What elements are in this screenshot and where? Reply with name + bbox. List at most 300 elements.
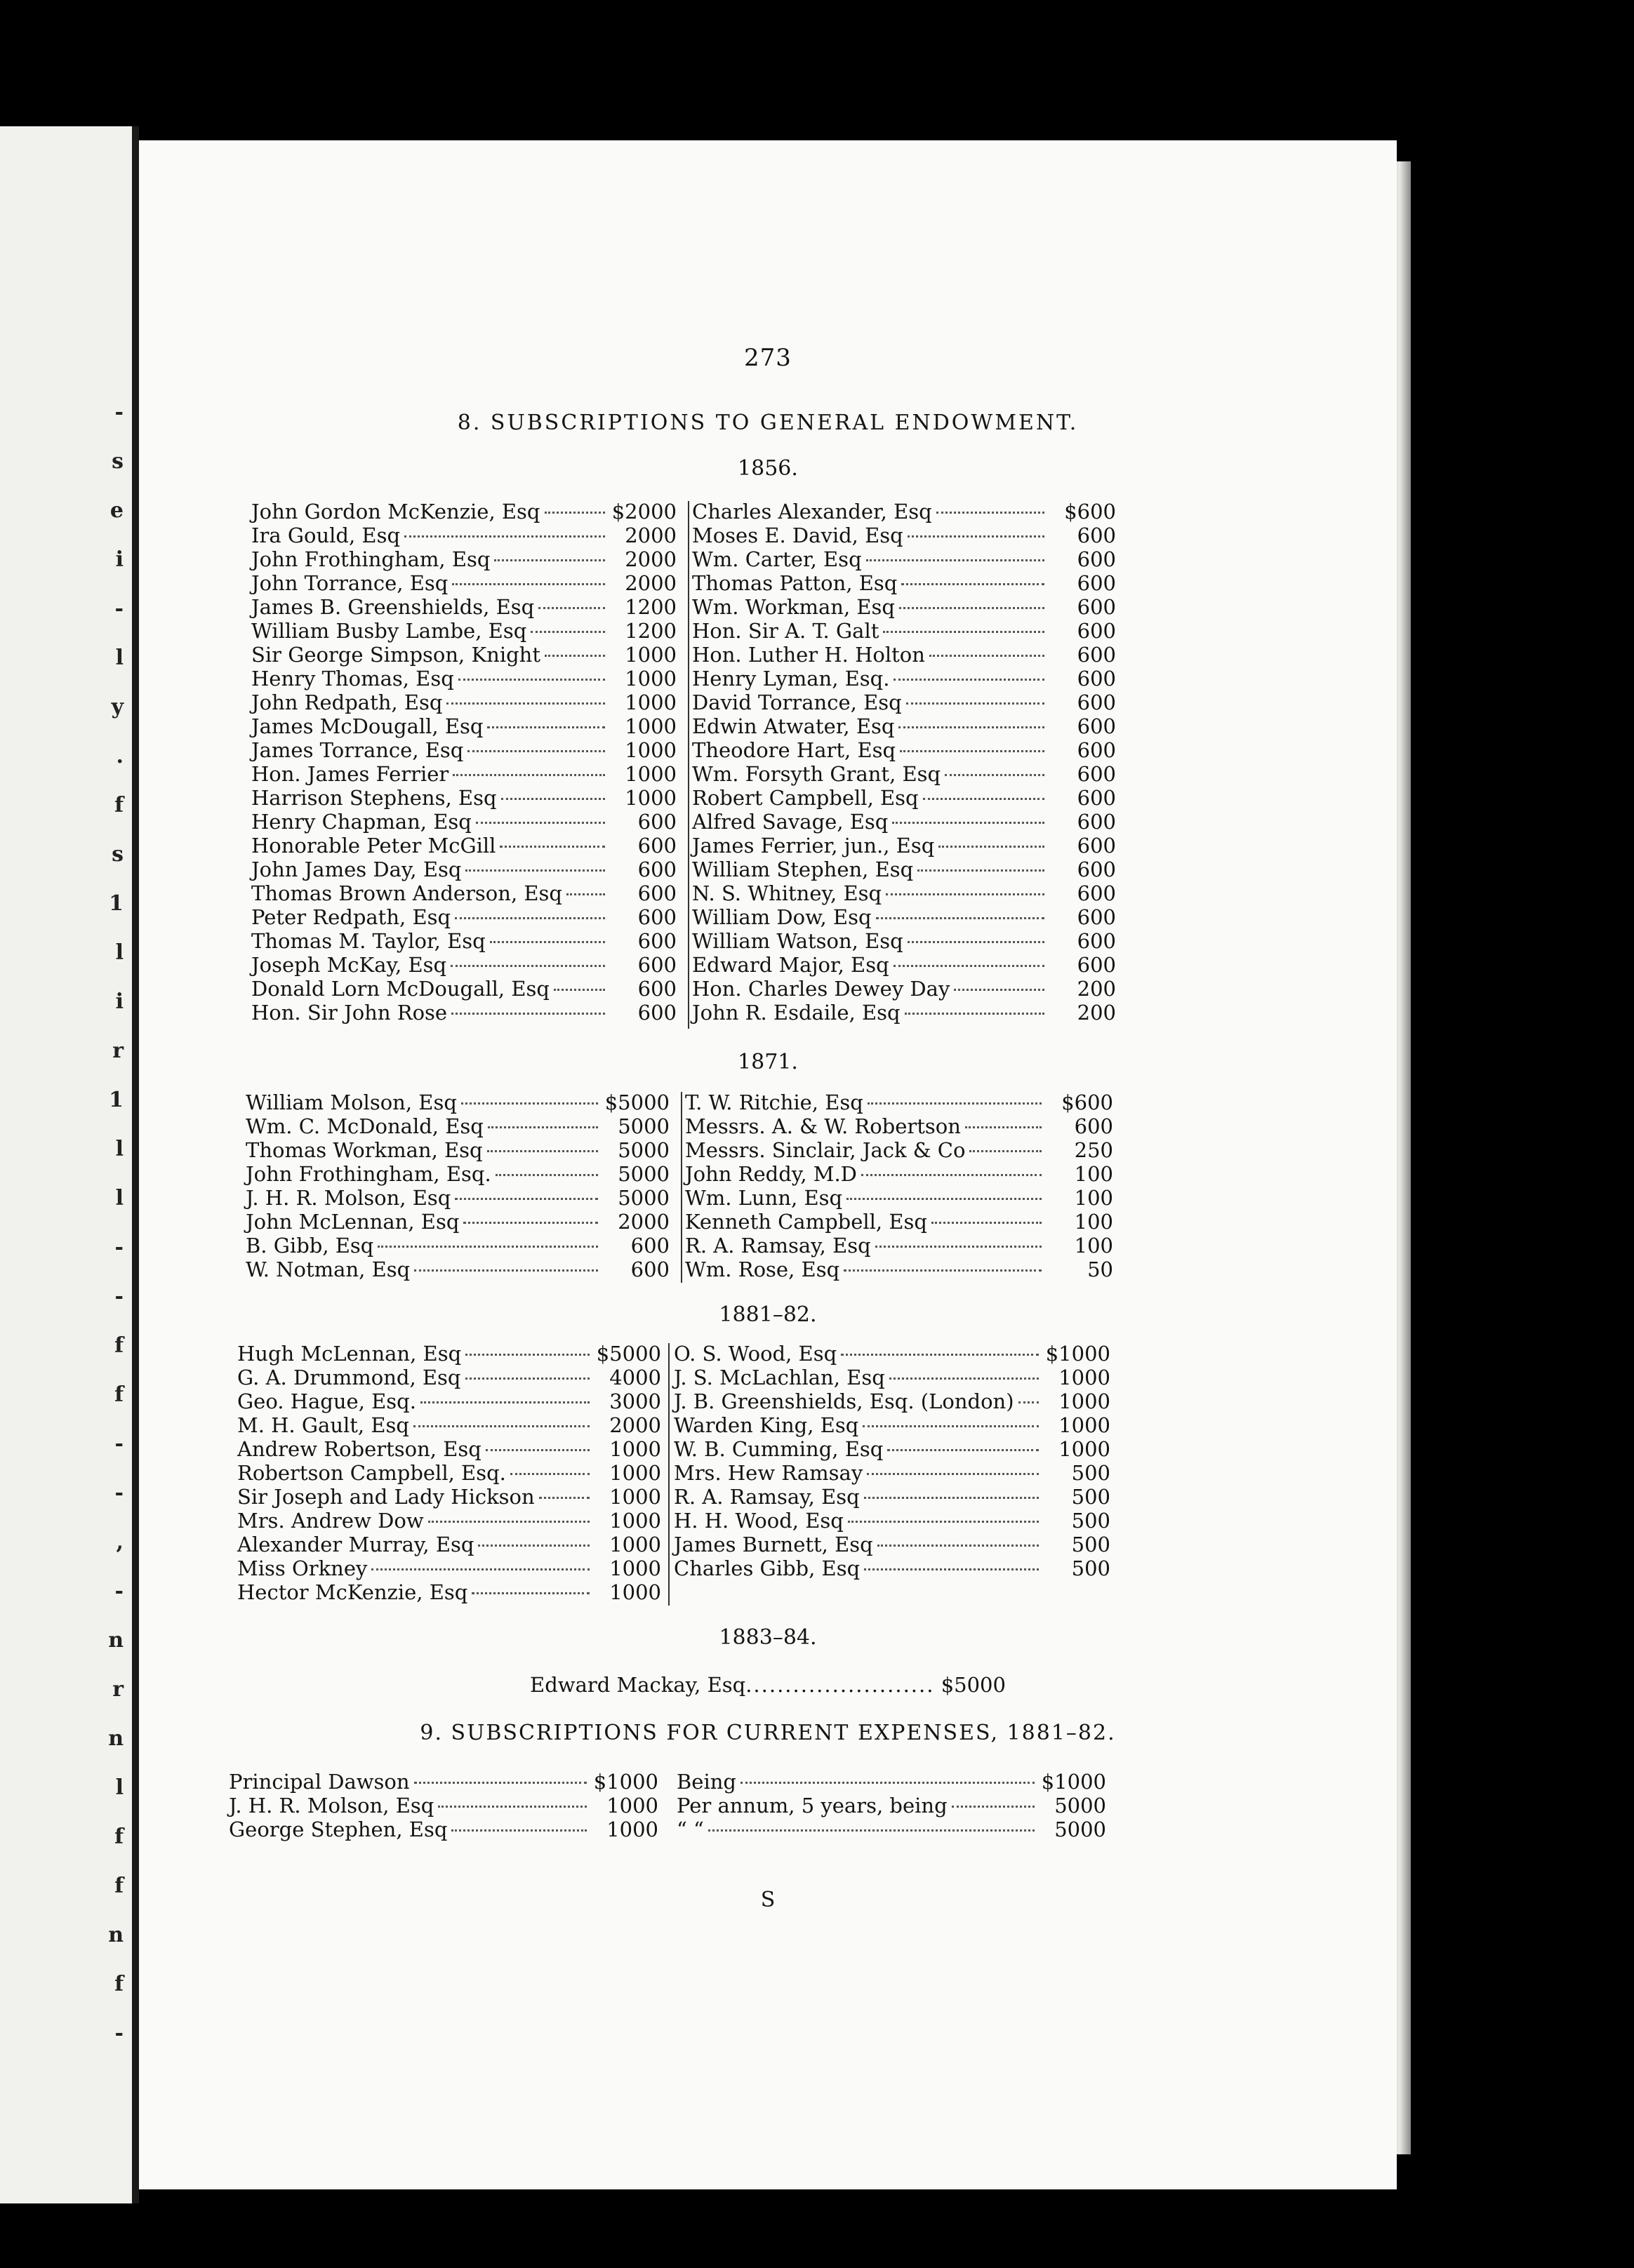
subscription-amount: $1000: [593, 1770, 658, 1794]
subscriber-name: Henry Chapman, Esq: [251, 810, 472, 834]
subscriber-name: William Busby Lambe, Esq: [251, 619, 527, 643]
subscription-amount: 600: [1077, 714, 1116, 738]
subscription-amount: 100: [1074, 1234, 1113, 1258]
dot-leader: [886, 893, 1044, 895]
dot-leader: [846, 1198, 1042, 1200]
subscription-amount: 600: [1074, 1114, 1113, 1138]
subscription-amount: 1000: [606, 1794, 658, 1817]
subscription-row: [692, 523, 1116, 547]
subscriber-name: Mrs. Hew Ramsay: [674, 1461, 863, 1485]
subscription-row: [246, 1186, 670, 1210]
subscriber-name: Hon. James Ferrier: [251, 762, 449, 786]
subscription-amount: 1200: [625, 595, 677, 619]
subscription-row: [692, 953, 1116, 977]
dot-leader: [476, 822, 605, 824]
subscription-row: [251, 834, 677, 858]
dot-leader: [510, 1473, 590, 1475]
subscription-amount: 1000: [625, 691, 677, 714]
facing-page-fragment: l: [115, 646, 124, 670]
subscription-amount: 5000: [618, 1138, 670, 1162]
subscription-amount: 600: [1077, 691, 1116, 714]
dot-leader: [923, 798, 1044, 800]
subscription-row: [692, 714, 1116, 738]
subscription-amount: 1000: [609, 1533, 661, 1556]
signature-mark: S: [760, 1888, 776, 1912]
subscription-amount: 1000: [609, 1437, 661, 1461]
subscriber-name: Messrs. A. & W. Robertson: [685, 1114, 961, 1138]
dot-leader: [486, 1449, 590, 1451]
subscriber-name: Wm. Workman, Esq: [692, 595, 895, 619]
subscription-amount: 1000: [625, 667, 677, 691]
subscription-amount: 600: [637, 929, 677, 953]
list-1871-right: [685, 1090, 1113, 1281]
subscription-amount: 600: [637, 834, 677, 858]
facing-page-fragment: f: [114, 793, 124, 818]
subscription-amount: 1200: [625, 619, 677, 643]
subscription-row: [251, 786, 677, 810]
facing-page-fragment: 1: [109, 891, 124, 916]
subscription-row: [692, 738, 1116, 762]
subscriber-name: Ira Gould, Esq: [251, 523, 401, 547]
dot-leader: [899, 607, 1044, 609]
dot-leader: [892, 822, 1044, 824]
subscriber-name: Kenneth Campbell, Esq: [685, 1210, 927, 1234]
dot-leader: [465, 869, 605, 872]
subscription-row: [229, 1794, 658, 1817]
facing-page-fragment: n: [108, 1923, 124, 1947]
subscriber-name: “ “: [677, 1817, 704, 1841]
subscription-amount: 1000: [625, 738, 677, 762]
subscription-row: [251, 691, 677, 714]
subscription-row: [237, 1580, 661, 1604]
subscriber-name: Sir Joseph and Lady Hickson: [237, 1485, 535, 1509]
dot-leader: [894, 679, 1044, 681]
dot-leader: [936, 512, 1044, 514]
subscriber-name: Andrew Robertson, Esq: [237, 1437, 481, 1461]
subscription-amount: 2000: [618, 1210, 670, 1234]
subscription-row: [246, 1162, 670, 1186]
list-1881-82-left: [237, 1342, 661, 1604]
subscription-row: [237, 1461, 661, 1485]
dot-leader: [461, 1102, 598, 1105]
list-1856-right: [692, 500, 1116, 1025]
subscription-amount: 600: [1077, 571, 1116, 595]
subscriber-name: William Dow, Esq: [692, 905, 872, 929]
subscription-row: [237, 1342, 661, 1366]
subscription-row: [251, 953, 677, 977]
subscriber-name: John McLennan, Esq: [246, 1210, 460, 1234]
subscription-row: [674, 1533, 1110, 1556]
dot-leader: [954, 989, 1044, 991]
subscription-amount: 1000: [625, 643, 677, 667]
subscription-row: [237, 1437, 661, 1461]
dot-leader: [463, 1222, 598, 1224]
dot-leader: [844, 1269, 1042, 1272]
dot-leader: [378, 1246, 598, 1248]
facing-page-fragment: e: [109, 498, 124, 523]
subscription-row: [229, 1770, 658, 1794]
subscription-amount: 500: [1071, 1556, 1110, 1580]
year-heading-1883-84: 1883–84.: [719, 1625, 817, 1650]
subscription-amount: 600: [1077, 905, 1116, 929]
subscription-amount: 1000: [609, 1556, 661, 1580]
dot-leader: [917, 869, 1044, 872]
dot-leader: [420, 1401, 590, 1403]
facing-page-fragment: s: [112, 449, 124, 474]
facing-page-fragment: -: [114, 596, 124, 621]
subscription-amount: 1000: [609, 1580, 661, 1604]
facing-page-fragment: r: [112, 1677, 124, 1702]
subscription-amount: 200: [1077, 1001, 1116, 1025]
subscription-amount: 5000: [618, 1186, 670, 1210]
subscriber-name: John R. Esdaile, Esq: [692, 1001, 901, 1025]
subscription-amount: 600: [1077, 834, 1116, 858]
subscriber-name: O. S. Wood, Esq: [674, 1342, 837, 1366]
page-number: 273: [744, 344, 792, 372]
dot-leader: [446, 702, 605, 705]
subscription-row: [251, 571, 677, 595]
dot-leader: [501, 798, 605, 800]
subscription-amount: 600: [1077, 953, 1116, 977]
subscription-row: [692, 905, 1116, 929]
dot-leader: [1018, 1401, 1039, 1403]
subscription-row: [251, 500, 677, 523]
year-heading-1871: 1871.: [738, 1050, 798, 1074]
subscriber-name: Charles Alexander, Esq: [692, 500, 932, 523]
subscription-row: [251, 881, 677, 905]
subscriber-name: Wm. Carter, Esq: [692, 547, 862, 571]
subscriber-name: Principal Dawson: [229, 1770, 410, 1794]
subscriber-name: David Torrance, Esq: [692, 691, 902, 714]
subscription-row: [237, 1485, 661, 1509]
dot-leader: [487, 1150, 598, 1152]
year-heading-1856: 1856.: [738, 456, 798, 481]
subscriber-name: James McDougall, Esq: [251, 714, 484, 738]
subscription-row: [685, 1234, 1113, 1258]
subscription-amount: $5000: [604, 1090, 670, 1114]
subscriber-name: George Stephen, Esq: [229, 1817, 448, 1841]
dot-leader: [458, 679, 605, 681]
subscriber-name: J. H. R. Molson, Esq: [246, 1186, 451, 1210]
dot-leader: [952, 1806, 1035, 1808]
subscription-amount: 600: [1077, 667, 1116, 691]
facing-page-fragment: f: [114, 1825, 124, 1849]
dot-leader: [428, 1521, 590, 1523]
subscriber-name: J. B. Greenshields, Esq. (London): [674, 1389, 1014, 1413]
subscriber-name: W. Notman, Esq: [246, 1258, 411, 1281]
facing-page-fragment: .: [116, 744, 124, 768]
subscription-amount: 600: [630, 1234, 670, 1258]
subscriber-name: B. Gibb, Esq: [246, 1234, 374, 1258]
subscriber-name: Per annum, 5 years, being: [677, 1794, 948, 1817]
subscription-amount: 600: [637, 881, 677, 905]
subscription-amount: $2000: [611, 500, 677, 523]
subscription-amount: 1000: [1058, 1389, 1110, 1413]
subscription-amount: 600: [637, 953, 677, 977]
subscriber-name: Edwin Atwater, Esq: [692, 714, 895, 738]
subscriber-name: J. S. McLachlan, Esq: [674, 1366, 885, 1389]
dot-leader: [472, 1592, 590, 1594]
subscription-row: [251, 929, 677, 953]
book-gutter: [132, 126, 139, 2203]
subscriber-name: Robert Campbell, Esq: [692, 786, 919, 810]
subscriber-name: John Reddy, M.D: [685, 1162, 857, 1186]
section-9-title: 9. SUBSCRIPTIONS FOR CURRENT EXPENSES, 1881–82.: [420, 1721, 1116, 1745]
dot-leader: [867, 1473, 1039, 1475]
subscriber-name: Hector McKenzie, Esq: [237, 1580, 468, 1604]
subscription-row: [251, 810, 677, 834]
subscription-amount: 600: [630, 1258, 670, 1281]
subscription-amount: 5000: [1054, 1794, 1106, 1817]
subscription-row: [237, 1533, 661, 1556]
facing-page-fragment: -: [114, 1284, 124, 1309]
subscription-row: [685, 1186, 1113, 1210]
subscriber-name: Thomas Patton, Esq: [692, 571, 898, 595]
subscription-amount: 600: [1077, 858, 1116, 881]
subscription-row: [674, 1485, 1110, 1509]
dot-leader: [708, 1829, 1035, 1832]
dot-leader: [848, 1521, 1039, 1523]
subscription-row: [237, 1509, 661, 1533]
subscription-amount: 1000: [609, 1461, 661, 1485]
dot-leader: [866, 559, 1044, 561]
subscriber-name: William Stephen, Esq: [692, 858, 914, 881]
facing-page-fragment: l: [115, 940, 124, 965]
subscription-amount: 600: [1077, 619, 1116, 643]
subscriber-name: Robertson Campbell, Esq.: [237, 1461, 506, 1485]
facing-page-fragment: r: [112, 1039, 124, 1063]
subscription-amount: $1000: [1045, 1342, 1110, 1366]
subscriber-name: Honorable Peter McGill: [251, 834, 496, 858]
subscription-row: [229, 1817, 658, 1841]
dot-leader: ........................: [745, 1673, 935, 1697]
dot-leader: [453, 774, 605, 776]
facing-page-fragment: -: [114, 1481, 124, 1505]
list-1871-left: [246, 1090, 670, 1281]
subscription-row: [692, 500, 1116, 523]
facing-page-fragment: y: [111, 695, 124, 719]
subscriber-name: Theodore Hart, Esq: [692, 738, 896, 762]
dot-leader: [414, 1269, 598, 1272]
subscription-row: [251, 714, 677, 738]
dot-leader: [889, 1378, 1039, 1380]
subscription-amount: 500: [1071, 1533, 1110, 1556]
dot-leader: [965, 1126, 1042, 1128]
subscription-amount: 5000: [618, 1114, 670, 1138]
subscriber-name: Sir George Simpson, Knight: [251, 643, 540, 667]
single-subscription-entry: [139, 1673, 1397, 1697]
facing-page-fragment: -: [114, 1235, 124, 1260]
subscriber-name: Charles Gibb, Esq: [674, 1556, 861, 1580]
dot-leader: [887, 1449, 1039, 1451]
subscription-amount: $600: [1061, 1090, 1113, 1114]
subscription-row: [246, 1210, 670, 1234]
dot-leader: [841, 1354, 1039, 1356]
dot-leader: [876, 917, 1044, 919]
subscription-amount: 600: [637, 1001, 677, 1025]
dot-leader: [478, 1545, 590, 1547]
subscription-amount: 250: [1074, 1138, 1113, 1162]
subscriber-name: Wm. Forsyth Grant, Esq: [692, 762, 941, 786]
subscription-row: [685, 1258, 1113, 1281]
dot-leader: [496, 1174, 598, 1176]
subscriber-name: Henry Thomas, Esq: [251, 667, 454, 691]
subscription-row: [251, 523, 677, 547]
facing-page-fragment: l: [115, 1137, 124, 1161]
list-1881-82-right: [674, 1342, 1110, 1580]
subscription-row: [692, 929, 1116, 953]
dot-leader: [465, 1354, 590, 1356]
subscription-amount: 100: [1074, 1186, 1113, 1210]
subscriber-name: Hon. Luther H. Holton: [692, 643, 925, 667]
subscription-amount: 1000: [625, 714, 677, 738]
subscriber-name: R. A. Ramsay, Esq: [685, 1234, 871, 1258]
dot-leader: [545, 512, 606, 514]
subscriber-name: Harrison Stephens, Esq: [251, 786, 497, 810]
dot-leader: [901, 583, 1044, 585]
dot-leader: [467, 750, 605, 752]
subscription-row: [692, 1001, 1116, 1025]
facing-page-fragment: f: [114, 1874, 124, 1898]
facing-page-fragment: n: [108, 1726, 124, 1751]
dot-leader: [487, 726, 605, 728]
subscriber-name: G. A. Drummond, Esq: [237, 1366, 461, 1389]
subscriber-name: Hugh McLennan, Esq: [237, 1342, 462, 1366]
subscriber-name: Henry Lyman, Esq.: [692, 667, 890, 691]
subscription-row: [692, 571, 1116, 595]
subscriber-name: Thomas Brown Anderson, Esq: [251, 881, 563, 905]
subscriber-name: John Gordon McKenzie, Esq: [251, 500, 540, 523]
dot-leader: [451, 1013, 605, 1015]
facing-page-fragment: 1: [109, 1088, 124, 1112]
dot-leader: [898, 726, 1044, 728]
subscriber-name: James Torrance, Esq: [251, 738, 464, 762]
subscription-amount: 200: [1077, 977, 1116, 1001]
subscription-row: [251, 738, 677, 762]
subscription-row: [251, 547, 677, 571]
subscriber-name: Peter Redpath, Esq: [251, 905, 451, 929]
subscription-row: [251, 595, 677, 619]
facing-page-fragment: l: [115, 1775, 124, 1800]
dot-leader: [945, 774, 1044, 776]
subscription-row: [237, 1556, 661, 1580]
subscriber-name: John Frothingham, Esq: [251, 547, 491, 571]
dot-leader: [863, 1425, 1039, 1427]
column-divider: [668, 1343, 670, 1606]
subscriber-name: Thomas Workman, Esq: [246, 1138, 483, 1162]
dot-leader: [908, 535, 1044, 538]
subscription-amount: 1000: [1058, 1366, 1110, 1389]
subscriber-name: Being: [677, 1770, 736, 1794]
subscription-row: [692, 810, 1116, 834]
dot-leader: [500, 846, 605, 848]
subscription-amount: 2000: [625, 571, 677, 595]
subscription-row: [692, 786, 1116, 810]
subscriber-name: N. S. Whitney, Esq: [692, 881, 882, 905]
facing-page-fragment: -: [114, 1579, 124, 1603]
dot-leader: [452, 583, 605, 585]
subscription-row: [674, 1389, 1110, 1413]
dot-leader: [877, 1545, 1039, 1547]
subscription-row: [685, 1210, 1113, 1234]
subscriber-name: Wm. C. McDonald, Esq: [246, 1114, 484, 1138]
dot-leader: [455, 917, 605, 919]
dot-leader: [371, 1568, 590, 1570]
subscriber-name: Edward Major, Esq: [692, 953, 889, 977]
subscription-row: [692, 691, 1116, 714]
dot-leader: [451, 965, 605, 967]
subscriber-name: Wm. Lunn, Esq: [685, 1186, 843, 1210]
subscriber-name: R. A. Ramsay, Esq: [674, 1485, 860, 1509]
subscription-amount: 100: [1074, 1210, 1113, 1234]
section-8-title: 8. SUBSCRIPTIONS TO GENERAL ENDOWMENT.: [457, 411, 1079, 435]
subscription-row: [692, 881, 1116, 905]
subscription-row: [246, 1138, 670, 1162]
subscription-row: [251, 977, 677, 1001]
subscription-amount: 5000: [618, 1162, 670, 1186]
subscription-row: [677, 1794, 1106, 1817]
subscription-row: [674, 1413, 1110, 1437]
subscription-amount: 1000: [1058, 1413, 1110, 1437]
subscription-row: [692, 619, 1116, 643]
subscriber-name: John James Day, Esq: [251, 858, 462, 881]
subscription-amount: $1000: [1041, 1770, 1106, 1794]
subscriber-name: W. B. Cumming, Esq: [674, 1437, 884, 1461]
current-expenses-left: [229, 1770, 658, 1841]
subscription-amount: 600: [637, 810, 677, 834]
subscription-row: [251, 667, 677, 691]
facing-page-fragment: i: [115, 547, 124, 572]
subscription-row: [251, 643, 677, 667]
dot-leader: [868, 1102, 1042, 1105]
dot-leader: [490, 941, 605, 943]
subscription-amount: 600: [1077, 595, 1116, 619]
dot-leader: [906, 702, 1044, 705]
subscriber-name: M. H. Gault, Esq: [237, 1413, 409, 1437]
subscription-row: [674, 1509, 1110, 1533]
subscriber-name: James Ferrier, jun., Esq: [692, 834, 935, 858]
dot-leader: [438, 1806, 587, 1808]
subscription-amount: 600: [637, 858, 677, 881]
dot-leader: [545, 655, 605, 657]
subscription-row: [677, 1770, 1106, 1794]
dot-leader: [455, 1198, 598, 1200]
subscription-row: [692, 858, 1116, 881]
subscriber-name: Edward Mackay, Esq: [530, 1673, 746, 1697]
subscriber-name: Hon. Sir A. T. Galt: [692, 619, 879, 643]
subscription-amount: 50: [1087, 1258, 1113, 1281]
subscription-row: [246, 1114, 670, 1138]
subscriber-name: James B. Greenshields, Esq: [251, 595, 535, 619]
subscriber-name: William Molson, Esq: [246, 1090, 457, 1114]
subscription-row: [677, 1817, 1106, 1841]
facing-page-fragment: ,: [116, 1530, 124, 1554]
subscription-amount: $600: [1064, 500, 1116, 523]
subscription-row: [674, 1342, 1110, 1366]
dot-leader: [883, 631, 1044, 633]
subscription-row: [685, 1162, 1113, 1186]
subscription-amount: 500: [1071, 1509, 1110, 1533]
subscriber-name: John Frothingham, Esq.: [246, 1162, 491, 1186]
subscription-amount: $5000: [941, 1673, 1006, 1697]
dot-leader: [554, 989, 605, 991]
subscription-amount: 600: [1077, 881, 1116, 905]
subscriber-name: Miss Orkney: [237, 1556, 368, 1580]
subscriber-name: Alexander Murray, Esq: [237, 1533, 474, 1556]
subscriber-name: Warden King, Esq: [674, 1413, 859, 1437]
dot-leader: [414, 1782, 587, 1784]
subscription-row: [692, 595, 1116, 619]
